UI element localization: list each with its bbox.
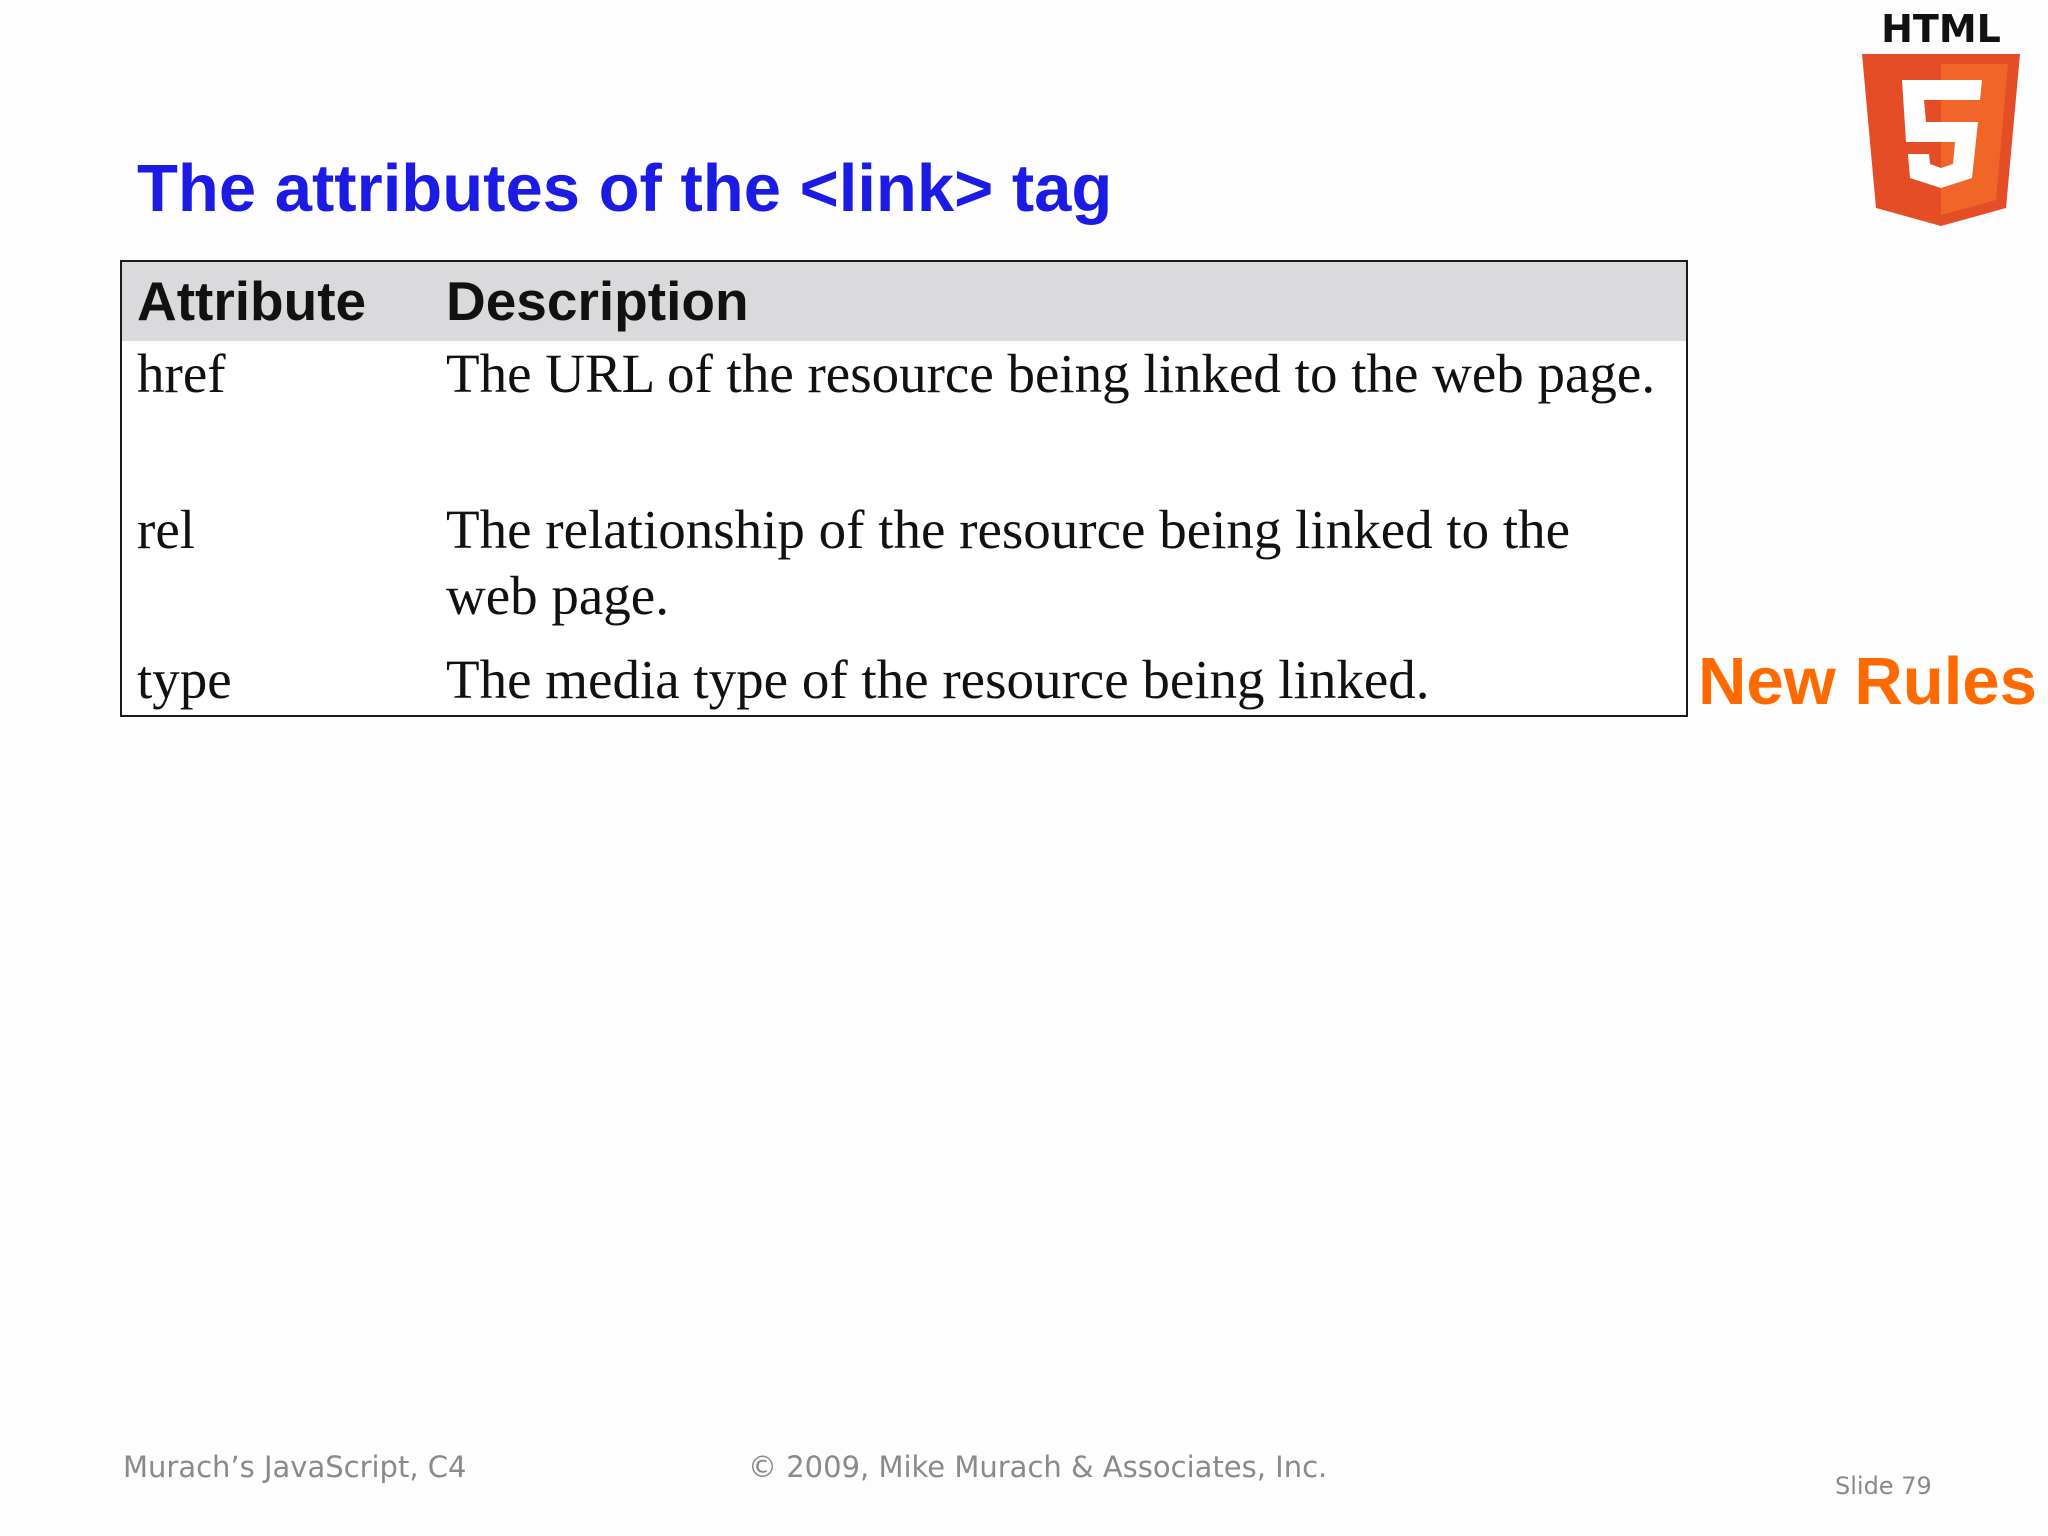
slide-number: Slide 79 bbox=[1835, 1472, 1932, 1500]
table-row bbox=[122, 341, 1686, 497]
attribute-cell: href bbox=[137, 343, 226, 404]
footer-book-title: Murach’s JavaScript, C4 bbox=[123, 1450, 467, 1484]
table-row bbox=[122, 497, 1686, 647]
table-header bbox=[122, 262, 1686, 341]
description-cell: The relationship of the resource being linked to the web page. bbox=[446, 499, 1571, 626]
logo-text: HTML bbox=[1881, 7, 2001, 51]
html5-digit-shape bbox=[1902, 80, 1982, 188]
description-cell: The media type of the resource being linked. bbox=[446, 649, 1430, 710]
table-row bbox=[122, 647, 1686, 717]
attribute-cell: type bbox=[137, 649, 232, 710]
attributes-table bbox=[120, 260, 1688, 717]
footer-copyright: © 2009, Mike Murach & Associates, Inc. bbox=[748, 1450, 1328, 1484]
attribute-cell: rel bbox=[137, 499, 196, 560]
description-cell: The URL of the resource being linked to the web page. bbox=[446, 343, 1656, 404]
header-attribute: Attribute bbox=[137, 270, 367, 332]
html5-logo-icon bbox=[1858, 2, 2024, 228]
slide-title: The attributes of the <link> tag bbox=[137, 151, 1113, 226]
new-rules-label: New Rules bbox=[1698, 644, 2037, 719]
header-description: Description bbox=[446, 270, 749, 332]
